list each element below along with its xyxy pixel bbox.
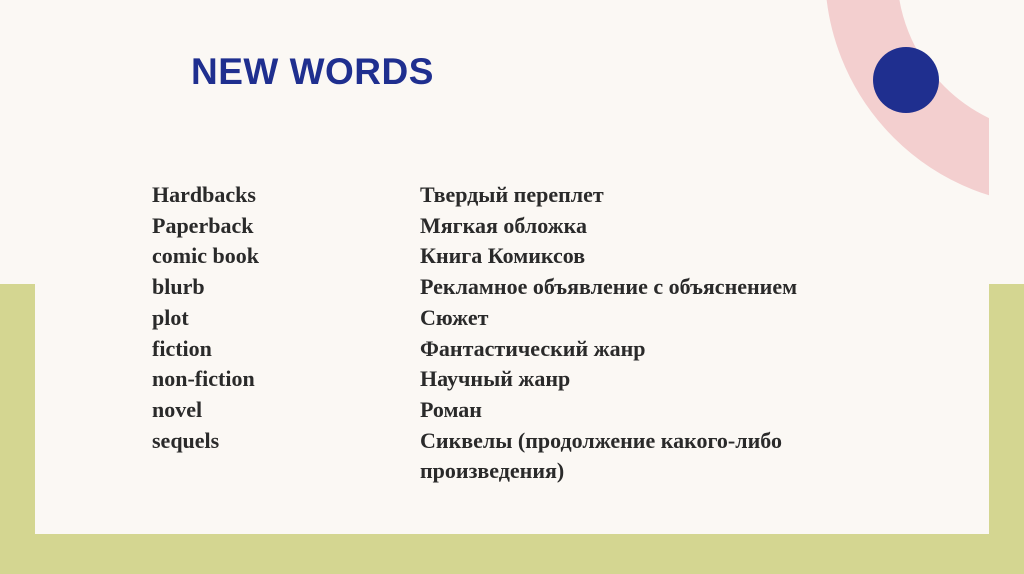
vocabulary-translation: Сиквелы (продолжение какого-либо произведения)	[420, 427, 782, 484]
vocabulary-term: Paperback	[152, 212, 254, 238]
vocabulary-term: novel	[152, 396, 203, 422]
vocabulary-row	[152, 241, 880, 272]
vocabulary-row	[152, 426, 880, 487]
vocabulary-translation: Фантастический жанр	[420, 335, 646, 361]
vocabulary-term: plot	[152, 304, 189, 330]
vocabulary-row	[152, 272, 880, 303]
slide-title: NEW WORDS	[191, 51, 434, 92]
vocabulary-term: Hardbacks	[152, 182, 256, 207]
vocabulary-row	[152, 211, 880, 242]
vocabulary-term: non-fiction	[152, 366, 255, 392]
decorative-dot	[873, 47, 939, 113]
vocabulary-translation: Сюжет	[420, 304, 489, 330]
vocabulary-list	[152, 180, 880, 487]
vocabulary-row	[152, 180, 880, 211]
vocabulary-row	[152, 303, 880, 334]
vocabulary-row	[152, 395, 880, 426]
vocabulary-term: sequels	[152, 427, 220, 453]
vocabulary-translation: Научный жанр	[420, 366, 571, 392]
vocabulary-translation: Книга Комиксов	[420, 243, 586, 269]
vocabulary-term: fiction	[152, 335, 212, 361]
vocabulary-term: comic book	[152, 243, 259, 269]
vocabulary-term: blurb	[152, 274, 205, 300]
vocabulary-row	[152, 334, 880, 365]
vocabulary-translation: Мягкая обложка	[420, 212, 587, 238]
vocabulary-translation: Рекламное объявление с объяснением	[420, 274, 798, 300]
vocabulary-translation: Твердый переплет	[420, 182, 604, 207]
vocabulary-translation: Роман	[420, 396, 482, 422]
vocabulary-row	[152, 364, 880, 395]
